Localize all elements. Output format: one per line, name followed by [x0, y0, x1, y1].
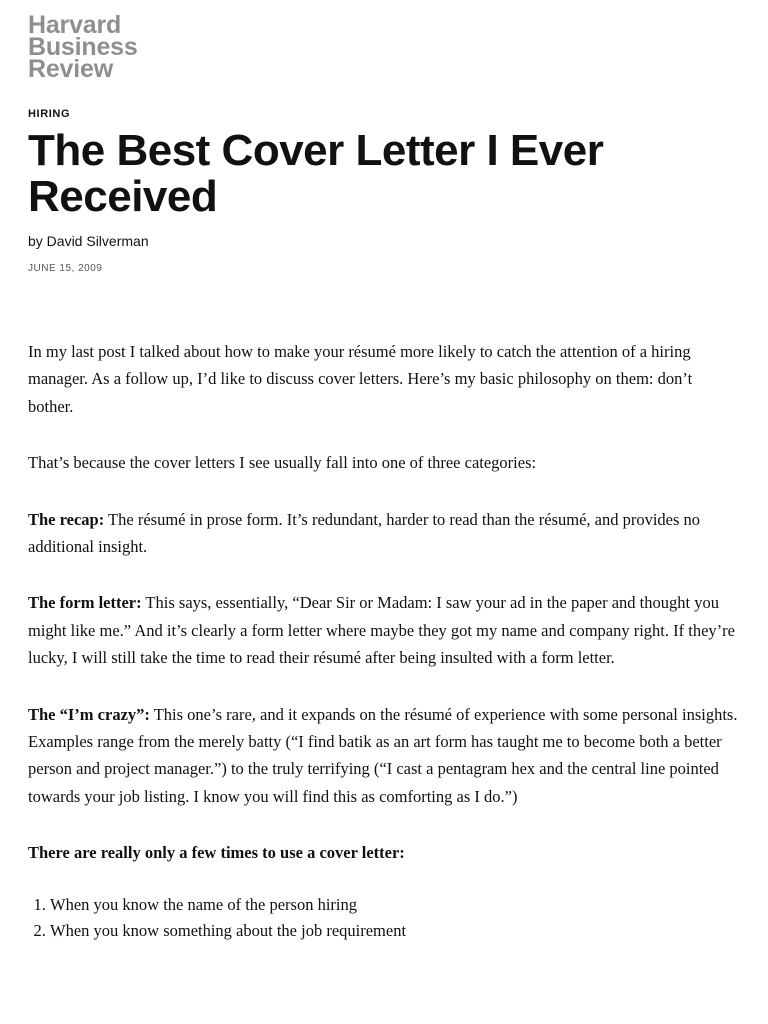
publish-date: JUNE 15, 2009 — [28, 263, 103, 274]
recap-text: The résumé in prose form. It’s redundant, harder to read than the résumé, and provides no additional insight. — [28, 509, 701, 557]
logo-line-2: Business — [28, 33, 138, 61]
article-body — [28, 338, 740, 944]
logo-line-1: Harvard — [28, 11, 122, 39]
list-intro: There are really only a few times to use a cover letter: — [28, 843, 405, 863]
logo-line-3: Review — [28, 55, 113, 83]
paragraph-categories: That’s because the cover letters I see usually fall into one of three categories: — [28, 453, 537, 473]
form-letter-label: The form letter: — [28, 593, 142, 613]
cover-letter-uses-list — [28, 892, 740, 944]
crazy-text: This one’s rare, and it expands on the résumé of experience with some personal insights. Examples range from the merely batty (“I find batik as an art form has taught me to become both a better person and project manager.”) to the truly terrifying (“I cast a pentagram hex and the central line pointed towards your job listing. I know you will find this as comforting as I do.”) — [28, 704, 738, 806]
author-byline[interactable]: by David Silverman — [28, 233, 149, 249]
paragraph-list-intro — [28, 839, 740, 866]
list-item: 2. When you know something about the job requirement — [50, 918, 740, 944]
form-letter-text: This says, essentially, “Dear Sir or Madam: I saw your ad in the paper and thought you might like me.” And it’s clearly a form letter where maybe they got my name and company right. If they’re lucky, I will still take the time to read their résumé after being insulted with a form letter. — [28, 593, 735, 668]
crazy-label: The “I’m crazy”: — [28, 704, 150, 724]
recap-label: The recap: — [28, 509, 105, 529]
article-title: The Best Cover Letter I Ever Received — [28, 126, 604, 221]
list-item: 1. When you know the name of the person hiring — [50, 892, 740, 918]
paragraph-crazy — [28, 701, 740, 811]
section-tag[interactable]: HIRING — [28, 108, 71, 120]
paragraph-recap — [28, 506, 740, 561]
paragraph-form-letter — [28, 589, 740, 671]
paragraph-intro: In my last post I talked about how to make your résumé more likely to catch the attention of a hiring manager. As a follow up, I’d like to discuss cover letters. Here’s my basic philosophy on them: don’t bother. — [28, 342, 693, 416]
hbr-logo[interactable] — [28, 11, 138, 83]
